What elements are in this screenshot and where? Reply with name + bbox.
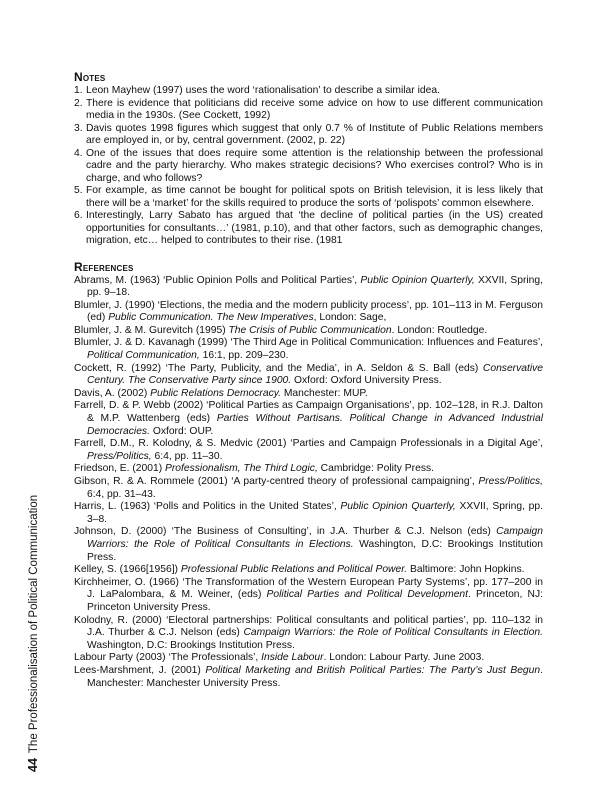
reference-title: The Crisis of Public Communication xyxy=(228,324,392,336)
reference-post: XXVII, Spring, pp. 3–8. xyxy=(87,501,543,525)
notes-heading: Notes xyxy=(74,70,106,84)
reference-post: 16:1, pp. 209–230. xyxy=(199,350,289,362)
reference-post: XXVII, Spring, pp. 9–18. xyxy=(87,274,543,299)
reference-item xyxy=(74,577,543,615)
reference-pre: Blumler, J. & D. Kavanagh (1999) ‘The Third Age in Political Communication: Influences and Features’, xyxy=(74,337,543,349)
reference-pre: Blumler, J. (1990) ‘Elections, the media and the modern publicity process’, pp. 101–113 in M. Ferguson (ed) xyxy=(74,299,543,324)
reference-post: 6:4, pp. 31–43. xyxy=(87,488,156,500)
reference-pre: Cockett, R. (1992) ‘The Party, Publicity, and the Media’, in A. Seldon & S. Ball (eds) xyxy=(74,362,483,374)
reference-post: 6:4, pp. 11–30. xyxy=(151,450,223,462)
running-title: The Professionalisation of Political Communication xyxy=(28,494,40,754)
reference-item xyxy=(74,325,543,338)
note-item xyxy=(74,85,543,98)
reference-pre: Harris, L. (1963) ‘Polls and Politics in the United States’, xyxy=(74,501,341,513)
reference-title: Political Marketing and British Political Parties: The Party’s Just Begun xyxy=(205,664,541,676)
note-number: 1. xyxy=(74,85,83,96)
note-text: There is evidence that politicians did receive some advice on how to use different communication media in the 1930s. (See Cockett, 1992) xyxy=(86,97,543,121)
reference-item xyxy=(74,564,543,577)
reference-title: Conservative Century. The Conservative Party since 1900. xyxy=(87,362,543,387)
note-text: Interestingly, Larry Sabato has argued that ‘the decline of political parties (in the US) created opportunities for consultants…’ (1981, p.10), and that other factors, such as demographic changes, migration, etc… helped to contributes to their rise. (1981 xyxy=(86,210,543,246)
reference-pre: Kolodny, R. (2000) ‘Electoral partnerships: Political consultants and political parties’, pp. 110–132 in J.A. Thurber & C.J. Nelson (eds) xyxy=(74,614,543,639)
reference-item xyxy=(74,400,543,438)
reference-pre: Abrams, M. (1963) ‘Public Opinion Polls and Political Parties’, xyxy=(74,274,361,286)
note-text: For example, as time cannot be bought for political spots on British television, it is less likely that there will be a ‘market’ for the skills required to produce the sorts of ‘polispots’ common elsewhere. xyxy=(86,185,543,209)
note-item xyxy=(74,148,543,186)
reference-pre: Kirchheimer, O. (1966) ‘The Transformation of the Western European Party Systems’, pp. 177–200 in J. LaPalombara, & M. Weiner, (eds) xyxy=(74,576,543,601)
reference-title: Inside Labour xyxy=(261,652,324,664)
reference-post: Cambridge: Polity Press. xyxy=(317,463,434,475)
reference-post: Manchester: MUP. xyxy=(280,387,368,399)
reference-pre: Gibson, R. & A. Rommele (2001) ‘A party-centred theory of professional campaigning’, xyxy=(74,476,479,487)
reference-pre: Davis, A. (2002) xyxy=(74,387,151,399)
note-number: 6. xyxy=(74,210,83,221)
reference-title: Public Communication. The New Imperatives xyxy=(108,312,314,324)
note-number: 2. xyxy=(74,97,83,109)
reference-post: , London: Sage, xyxy=(313,312,387,324)
reference-item xyxy=(74,652,543,665)
references-heading: References xyxy=(74,259,134,274)
reference-post: Washington, D.C: Brookings Institution Press. xyxy=(87,639,295,651)
reference-item xyxy=(74,615,543,653)
reference-title: Public Opinion Quarterly, xyxy=(360,274,475,286)
reference-title: Public Opinion Quarterly, xyxy=(340,501,456,513)
reference-title: Press/Politics, xyxy=(478,476,543,487)
reference-item xyxy=(74,300,543,325)
reference-title: Press/Politics, xyxy=(87,450,152,462)
reference-pre: Friedson, E. (2001) xyxy=(74,463,165,475)
reference-title: Professional Public Relations and Political Power. xyxy=(180,564,408,576)
reference-item xyxy=(74,463,543,476)
page-number: 44 xyxy=(26,758,40,772)
reference-title: Campaign Warriors: the Role of Political Consultants in Elections. xyxy=(87,526,543,550)
reference-pre: Labour Party (2003) ‘The Professionals’, xyxy=(74,652,262,664)
reference-item xyxy=(74,526,543,564)
page-content xyxy=(74,70,543,690)
running-header xyxy=(26,495,40,772)
reference-pre: Farrell, D. & P. Webb (2002) ‘Political Parties as Campaign Organisations’, pp. 102–128, in R.J. Dalton & M.P. Wattenberg (eds) xyxy=(74,400,543,425)
reference-item xyxy=(74,476,543,501)
reference-post: Oxford: OUP. xyxy=(149,425,214,437)
reference-title: Public Relations Democracy. xyxy=(150,387,281,399)
note-item xyxy=(74,210,543,248)
reference-pre: Johnson, D. (2000) ‘The Business of Consulting’, in J.A. Thurber & C.J. Nelson (eds) xyxy=(74,526,497,538)
note-item xyxy=(74,98,543,123)
reference-title: Campaign Warriors: the Role of Political Consultants in Election. xyxy=(243,627,543,639)
reference-post: . London: Routledge. xyxy=(391,324,488,336)
references-list xyxy=(74,275,543,691)
reference-post: Oxford: Oxford University Press. xyxy=(291,375,442,387)
reference-post: . Manchester: Manchester University Press. xyxy=(87,664,543,689)
note-number: 3. xyxy=(74,122,83,134)
note-text: One of the issues that does require some attention is the relationship between the professional cadre and the party hierarchy. Who makes strategic decisions? Who exercises control? Who is in charge, and who follows? xyxy=(86,147,543,184)
reference-post: . Princeton, NJ: Princeton University Press. xyxy=(87,589,543,613)
note-text: Leon Mayhew (1997) uses the word ‘rationalisation’ to describe a similar idea. xyxy=(86,85,440,96)
reference-pre: Blumler, J. & M. Gurevitch (1995) xyxy=(74,324,229,336)
reference-item xyxy=(74,665,543,690)
reference-pre: Kelley, S. (1966[1956]) xyxy=(74,564,181,576)
reference-post: Baltimore: John Hopkins. xyxy=(407,564,525,576)
reference-post: . London: Labour Party. June 2003. xyxy=(323,652,485,664)
reference-title: Professionalism, The Third Logic, xyxy=(165,463,318,475)
reference-item xyxy=(74,501,543,526)
note-item xyxy=(74,185,543,210)
reference-title: Parties Without Partisans. Political Change in Advanced Industrial Democracies. xyxy=(87,413,543,437)
reference-title: Political Communication, xyxy=(87,350,200,362)
reference-pre: Farrell, D.M., R. Kolodny, & S. Medvic (2001) ‘Parties and Campaign Professionals in a Digital Age’, xyxy=(74,438,543,450)
reference-item xyxy=(74,337,543,362)
reference-post: Washington, D.C: Brookings Institution Press. xyxy=(87,538,543,563)
note-number: 4. xyxy=(74,147,83,159)
notes-list xyxy=(74,85,543,248)
reference-item xyxy=(74,388,543,401)
reference-title: Political Parties and Political Development xyxy=(266,589,469,601)
note-text: Davis quotes 1998 figures which suggest that only 0.7 % of Institute of Public Relations members are employed in, or by, central government. (2002, p. 22) xyxy=(86,122,543,146)
note-item xyxy=(74,123,543,148)
reference-pre: Lees-Marshment, J. (2001) xyxy=(74,664,206,676)
reference-item xyxy=(74,363,543,388)
reference-item xyxy=(74,438,543,463)
note-number: 5. xyxy=(74,185,83,196)
reference-item xyxy=(74,275,543,300)
